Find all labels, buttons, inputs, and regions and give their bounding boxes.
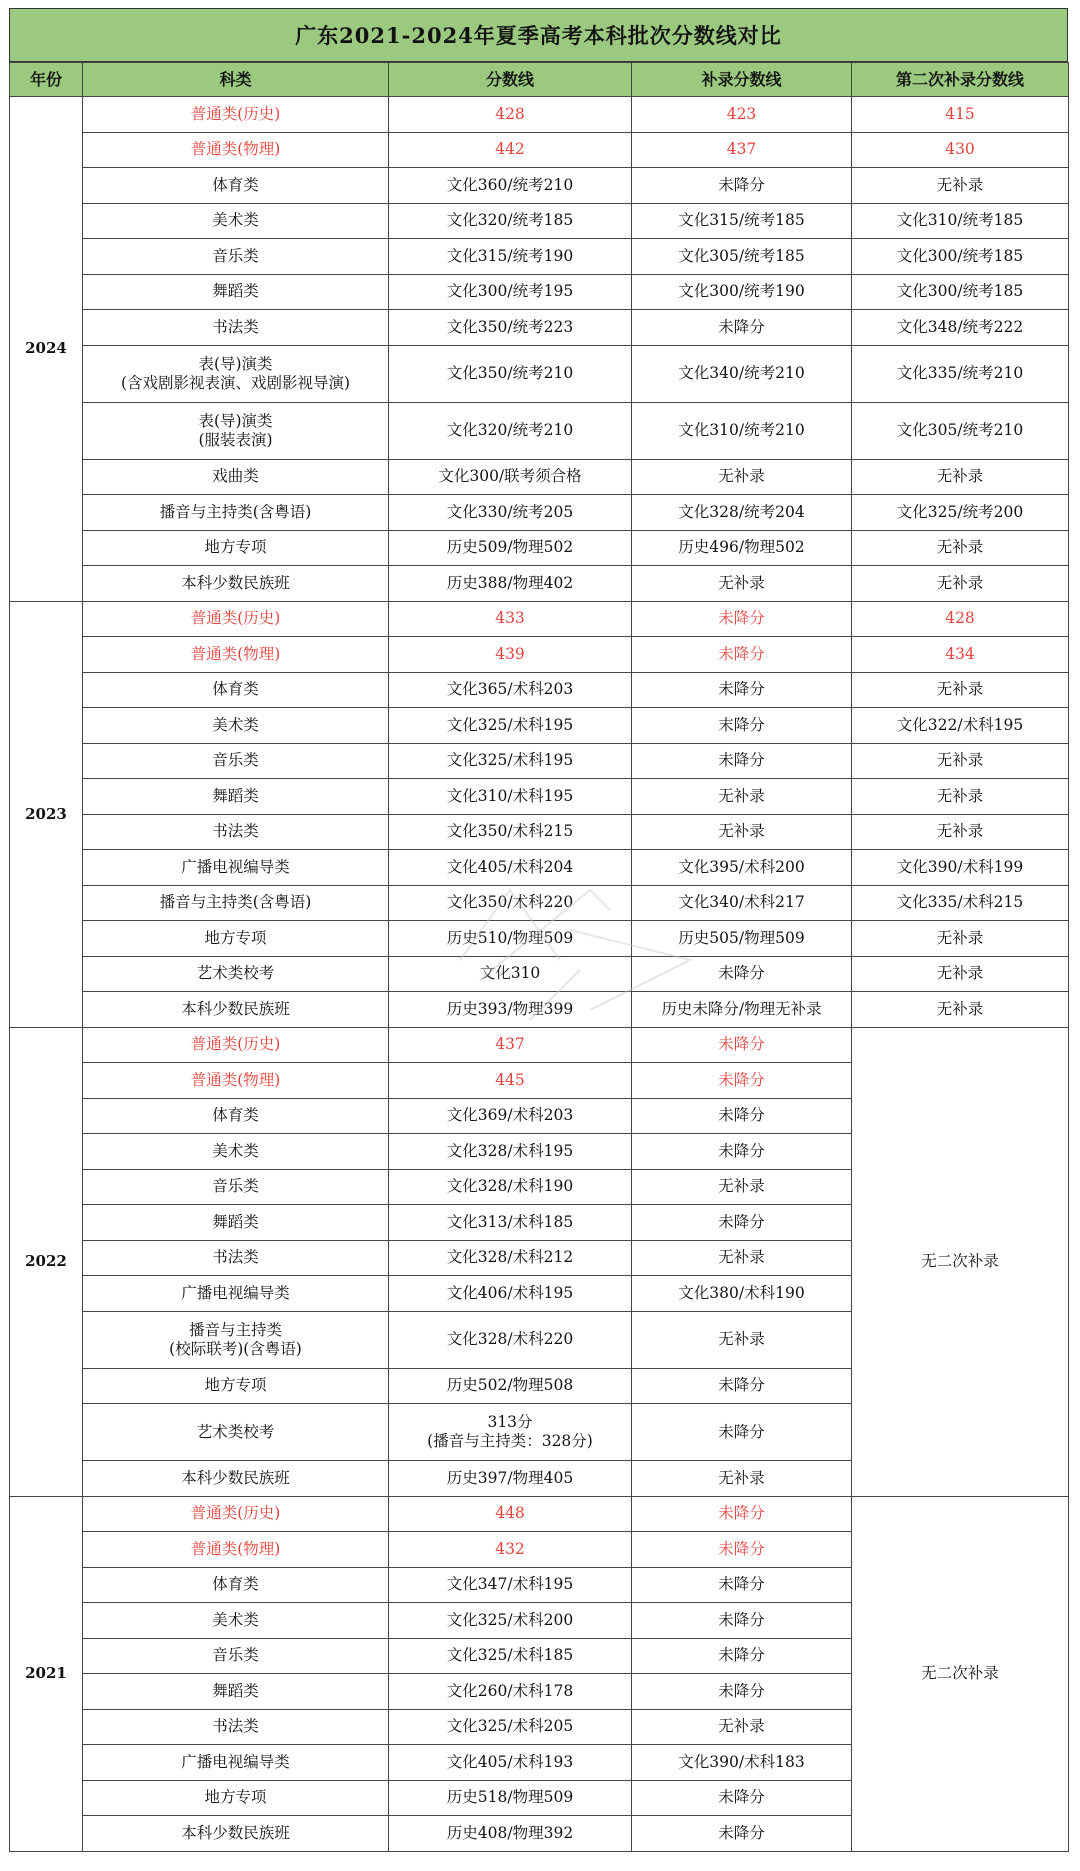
second-supplementary-score-cell: 无补录 xyxy=(852,743,1069,779)
supplementary-score-cell: 未降分 xyxy=(632,743,852,779)
supplementary-score-cell: 未降分 xyxy=(632,672,852,708)
score-cell: 433 xyxy=(389,601,632,637)
score-cell: 文化328/术科220 xyxy=(389,1311,632,1368)
supplementary-score-cell: 未降分 xyxy=(632,956,852,992)
table-row xyxy=(10,956,1069,992)
category-cell: 书法类 xyxy=(83,1240,389,1276)
category-cell: 舞蹈类 xyxy=(83,1674,389,1710)
score-table-container xyxy=(9,8,1068,1852)
category-cell: 书法类 xyxy=(83,310,389,346)
table-row xyxy=(10,637,1069,673)
score-cell: 文化310/术科195 xyxy=(389,779,632,815)
supplementary-score-cell: 文化315/统考185 xyxy=(632,203,852,239)
category-cell: 本科少数民族班 xyxy=(83,1816,389,1852)
score-cell: 文化325/术科195 xyxy=(389,743,632,779)
supplementary-score-cell: 无补录 xyxy=(632,459,852,495)
supplementary-score-cell: 437 xyxy=(632,132,852,168)
category-cell: 普通类(历史) xyxy=(83,1496,389,1532)
second-supplementary-score-cell: 文化322/术科195 xyxy=(852,708,1069,744)
second-supplementary-score-cell: 无补录 xyxy=(852,530,1069,566)
second-supplementary-score-cell: 无补录 xyxy=(852,779,1069,815)
supplementary-score-cell: 未降分 xyxy=(632,1638,852,1674)
supplementary-score-cell: 文化340/统考210 xyxy=(632,345,852,402)
category-cell: 音乐类 xyxy=(83,1169,389,1205)
score-cell: 文化365/术科203 xyxy=(389,672,632,708)
category-cell: 体育类 xyxy=(83,168,389,204)
category-cell: 舞蹈类 xyxy=(83,274,389,310)
category-cell: 表(导)演类 (服装表演) xyxy=(83,402,389,459)
supplementary-score-cell: 无补录 xyxy=(632,779,852,815)
score-cell: 文化328/术科190 xyxy=(389,1169,632,1205)
second-supplementary-merged-cell: 无二次补录 xyxy=(852,1496,1069,1851)
score-cell: 文化328/术科212 xyxy=(389,1240,632,1276)
supplementary-score-cell: 历史未降分/物理无补录 xyxy=(632,992,852,1028)
score-cell: 历史502/物理508 xyxy=(389,1368,632,1404)
score-cell: 448 xyxy=(389,1496,632,1532)
table-row xyxy=(10,1027,1069,1063)
score-cell: 文化406/术科195 xyxy=(389,1276,632,1312)
second-supplementary-score-cell: 文化348/统考222 xyxy=(852,310,1069,346)
table-row xyxy=(10,885,1069,921)
table-row xyxy=(10,992,1069,1028)
score-cell: 432 xyxy=(389,1532,632,1568)
table-row xyxy=(10,743,1069,779)
category-cell: 体育类 xyxy=(83,1098,389,1134)
score-cell: 文化405/术科193 xyxy=(389,1745,632,1781)
second-supplementary-merged-cell: 无二次补录 xyxy=(852,1027,1069,1496)
supplementary-score-cell: 历史505/物理509 xyxy=(632,921,852,957)
second-supplementary-score-cell: 文化300/统考185 xyxy=(852,239,1069,275)
table-row xyxy=(10,239,1069,275)
supplementary-score-cell: 未降分 xyxy=(632,1496,852,1532)
category-cell: 美术类 xyxy=(83,1603,389,1639)
supplementary-score-cell: 文化395/术科200 xyxy=(632,850,852,886)
table-row xyxy=(10,1496,1069,1532)
score-cell: 文化360/统考210 xyxy=(389,168,632,204)
supplementary-score-cell: 文化328/统考204 xyxy=(632,495,852,531)
header-supplementary-score: 补录分数线 xyxy=(632,63,852,97)
table-row xyxy=(10,168,1069,204)
category-cell: 体育类 xyxy=(83,672,389,708)
category-cell: 本科少数民族班 xyxy=(83,1461,389,1497)
category-cell: 舞蹈类 xyxy=(83,1205,389,1241)
category-cell: 书法类 xyxy=(83,1709,389,1745)
score-table xyxy=(9,62,1069,1852)
supplementary-score-cell: 未降分 xyxy=(632,1532,852,1568)
second-supplementary-score-cell: 无补录 xyxy=(852,168,1069,204)
second-supplementary-score-cell: 415 xyxy=(852,97,1069,133)
table-row xyxy=(10,274,1069,310)
score-cell: 文化310 xyxy=(389,956,632,992)
supplementary-score-cell: 未降分 xyxy=(632,168,852,204)
supplementary-score-cell: 未降分 xyxy=(632,1063,852,1099)
supplementary-score-cell: 无补录 xyxy=(632,1461,852,1497)
second-supplementary-score-cell: 文化335/统考210 xyxy=(852,345,1069,402)
category-cell: 书法类 xyxy=(83,814,389,850)
table-row xyxy=(10,814,1069,850)
supplementary-score-cell: 历史496/物理502 xyxy=(632,530,852,566)
category-cell: 美术类 xyxy=(83,708,389,744)
supplementary-score-cell: 未降分 xyxy=(632,1404,852,1461)
score-cell: 文化328/术科195 xyxy=(389,1134,632,1170)
second-supplementary-score-cell: 文化310/统考185 xyxy=(852,203,1069,239)
second-supplementary-score-cell: 428 xyxy=(852,601,1069,637)
second-supplementary-score-cell: 430 xyxy=(852,132,1069,168)
category-cell: 音乐类 xyxy=(83,743,389,779)
supplementary-score-cell: 未降分 xyxy=(632,1780,852,1816)
category-cell: 普通类(物理) xyxy=(83,132,389,168)
table-row xyxy=(10,495,1069,531)
score-cell: 442 xyxy=(389,132,632,168)
score-cell: 文化315/统考190 xyxy=(389,239,632,275)
supplementary-score-cell: 未降分 xyxy=(632,637,852,673)
supplementary-score-cell: 文化380/术科190 xyxy=(632,1276,852,1312)
category-cell: 体育类 xyxy=(83,1567,389,1603)
supplementary-score-cell: 文化305/统考185 xyxy=(632,239,852,275)
category-cell: 普通类(历史) xyxy=(83,1027,389,1063)
supplementary-score-cell: 无补录 xyxy=(632,1709,852,1745)
second-supplementary-score-cell: 无补录 xyxy=(852,566,1069,602)
score-cell: 445 xyxy=(389,1063,632,1099)
score-cell: 文化325/术科200 xyxy=(389,1603,632,1639)
second-supplementary-score-cell: 无补录 xyxy=(852,672,1069,708)
second-supplementary-score-cell: 434 xyxy=(852,637,1069,673)
second-supplementary-score-cell: 无补录 xyxy=(852,956,1069,992)
category-cell: 本科少数民族班 xyxy=(83,992,389,1028)
table-body xyxy=(10,97,1069,1852)
second-supplementary-score-cell: 无补录 xyxy=(852,459,1069,495)
year-cell: 2021 xyxy=(10,1496,83,1851)
supplementary-score-cell: 未降分 xyxy=(632,601,852,637)
table-row xyxy=(10,310,1069,346)
score-cell: 历史397/物理405 xyxy=(389,1461,632,1497)
table-row xyxy=(10,566,1069,602)
category-cell: 广播电视编导类 xyxy=(83,850,389,886)
table-row xyxy=(10,132,1069,168)
category-cell: 美术类 xyxy=(83,1134,389,1170)
category-cell: 表(导)演类 (含戏剧影视表演、戏剧影视导演) xyxy=(83,345,389,402)
supplementary-score-cell: 未降分 xyxy=(632,1205,852,1241)
header-year: 年份 xyxy=(10,63,83,97)
score-cell: 历史518/物理509 xyxy=(389,1780,632,1816)
header-second-supplementary-score: 第二次补录分数线 xyxy=(852,63,1069,97)
second-supplementary-score-cell: 文化300/统考185 xyxy=(852,274,1069,310)
supplementary-score-cell: 文化390/术科183 xyxy=(632,1745,852,1781)
supplementary-score-cell: 未降分 xyxy=(632,310,852,346)
score-cell: 文化300/联考须合格 xyxy=(389,459,632,495)
category-cell: 地方专项 xyxy=(83,921,389,957)
table-row xyxy=(10,530,1069,566)
category-cell: 地方专项 xyxy=(83,530,389,566)
category-cell: 地方专项 xyxy=(83,1368,389,1404)
score-cell: 文化325/术科185 xyxy=(389,1638,632,1674)
table-row xyxy=(10,97,1069,133)
score-cell: 文化405/术科204 xyxy=(389,850,632,886)
table-row xyxy=(10,402,1069,459)
supplementary-score-cell: 未降分 xyxy=(632,1368,852,1404)
supplementary-score-cell: 未降分 xyxy=(632,1567,852,1603)
score-cell: 437 xyxy=(389,1027,632,1063)
supplementary-score-cell: 无补录 xyxy=(632,1169,852,1205)
supplementary-score-cell: 未降分 xyxy=(632,1816,852,1852)
category-cell: 艺术类校考 xyxy=(83,1404,389,1461)
supplementary-score-cell: 无补录 xyxy=(632,566,852,602)
score-cell: 文化369/术科203 xyxy=(389,1098,632,1134)
score-cell: 文化320/统考210 xyxy=(389,402,632,459)
table-row xyxy=(10,708,1069,744)
second-supplementary-score-cell: 无补录 xyxy=(852,814,1069,850)
score-cell: 文化260/术科178 xyxy=(389,1674,632,1710)
category-cell: 戏曲类 xyxy=(83,459,389,495)
score-cell: 文化350/统考210 xyxy=(389,345,632,402)
table-row xyxy=(10,601,1069,637)
second-supplementary-score-cell: 文化305/统考210 xyxy=(852,402,1069,459)
category-cell: 舞蹈类 xyxy=(83,779,389,815)
second-supplementary-score-cell: 无补录 xyxy=(852,921,1069,957)
score-cell: 文化350/术科220 xyxy=(389,885,632,921)
supplementary-score-cell: 未降分 xyxy=(632,1134,852,1170)
header-row xyxy=(10,63,1069,97)
table-row xyxy=(10,672,1069,708)
second-supplementary-score-cell: 文化325/统考200 xyxy=(852,495,1069,531)
category-cell: 播音与主持类 (校际联考)(含粤语) xyxy=(83,1311,389,1368)
supplementary-score-cell: 无补录 xyxy=(632,814,852,850)
supplementary-score-cell: 未降分 xyxy=(632,1603,852,1639)
category-cell: 播音与主持类(含粤语) xyxy=(83,885,389,921)
table-row xyxy=(10,850,1069,886)
second-supplementary-score-cell: 文化390/术科199 xyxy=(852,850,1069,886)
supplementary-score-cell: 末降分 xyxy=(632,708,852,744)
year-cell: 2023 xyxy=(10,601,83,1027)
supplementary-score-cell: 未降分 xyxy=(632,1674,852,1710)
table-row xyxy=(10,779,1069,815)
second-supplementary-score-cell: 无补录 xyxy=(852,992,1069,1028)
category-cell: 音乐类 xyxy=(83,239,389,275)
supplementary-score-cell: 文化300/统考190 xyxy=(632,274,852,310)
score-cell: 历史510/物理509 xyxy=(389,921,632,957)
table-row xyxy=(10,459,1069,495)
table-title: 广东2021-2024年夏季高考本科批次分数线对比 xyxy=(9,8,1068,62)
header-score: 分数线 xyxy=(389,63,632,97)
year-cell: 2024 xyxy=(10,97,83,602)
category-cell: 普通类(物理) xyxy=(83,1063,389,1099)
category-cell: 本科少数民族班 xyxy=(83,566,389,602)
supplementary-score-cell: 未降分 xyxy=(632,1098,852,1134)
category-cell: 广播电视编导类 xyxy=(83,1276,389,1312)
score-cell: 439 xyxy=(389,637,632,673)
category-cell: 普通类(历史) xyxy=(83,97,389,133)
table-row xyxy=(10,203,1069,239)
score-cell: 文化330/统考205 xyxy=(389,495,632,531)
category-cell: 艺术类校考 xyxy=(83,956,389,992)
supplementary-score-cell: 文化310/统考210 xyxy=(632,402,852,459)
year-cell: 2022 xyxy=(10,1027,83,1496)
score-cell: 历史388/物理402 xyxy=(389,566,632,602)
score-cell: 428 xyxy=(389,97,632,133)
score-cell: 文化350/统考223 xyxy=(389,310,632,346)
header-category: 科类 xyxy=(83,63,389,97)
supplementary-score-cell: 无补录 xyxy=(632,1240,852,1276)
table-row xyxy=(10,921,1069,957)
supplementary-score-cell: 文化340/术科217 xyxy=(632,885,852,921)
score-cell: 文化325/术科195 xyxy=(389,708,632,744)
score-cell: 文化350/术科215 xyxy=(389,814,632,850)
category-cell: 音乐类 xyxy=(83,1638,389,1674)
score-cell: 历史408/物理392 xyxy=(389,1816,632,1852)
category-cell: 普通类(物理) xyxy=(83,1532,389,1568)
category-cell: 普通类(历史) xyxy=(83,601,389,637)
score-cell: 历史393/物理399 xyxy=(389,992,632,1028)
score-cell: 文化313/术科185 xyxy=(389,1205,632,1241)
category-cell: 普通类(物理) xyxy=(83,637,389,673)
category-cell: 美术类 xyxy=(83,203,389,239)
score-cell: 文化320/统考185 xyxy=(389,203,632,239)
score-cell: 313分 (播音与主持类：328分) xyxy=(389,1404,632,1461)
supplementary-score-cell: 未降分 xyxy=(632,1027,852,1063)
score-cell: 历史509/物理502 xyxy=(389,530,632,566)
score-cell: 文化347/术科195 xyxy=(389,1567,632,1603)
score-cell: 文化300/统考195 xyxy=(389,274,632,310)
category-cell: 地方专项 xyxy=(83,1780,389,1816)
supplementary-score-cell: 423 xyxy=(632,97,852,133)
score-cell: 文化325/术科205 xyxy=(389,1709,632,1745)
table-row xyxy=(10,345,1069,402)
supplementary-score-cell: 无补录 xyxy=(632,1311,852,1368)
second-supplementary-score-cell: 文化335/术科215 xyxy=(852,885,1069,921)
category-cell: 播音与主持类(含粤语) xyxy=(83,495,389,531)
category-cell: 广播电视编导类 xyxy=(83,1745,389,1781)
